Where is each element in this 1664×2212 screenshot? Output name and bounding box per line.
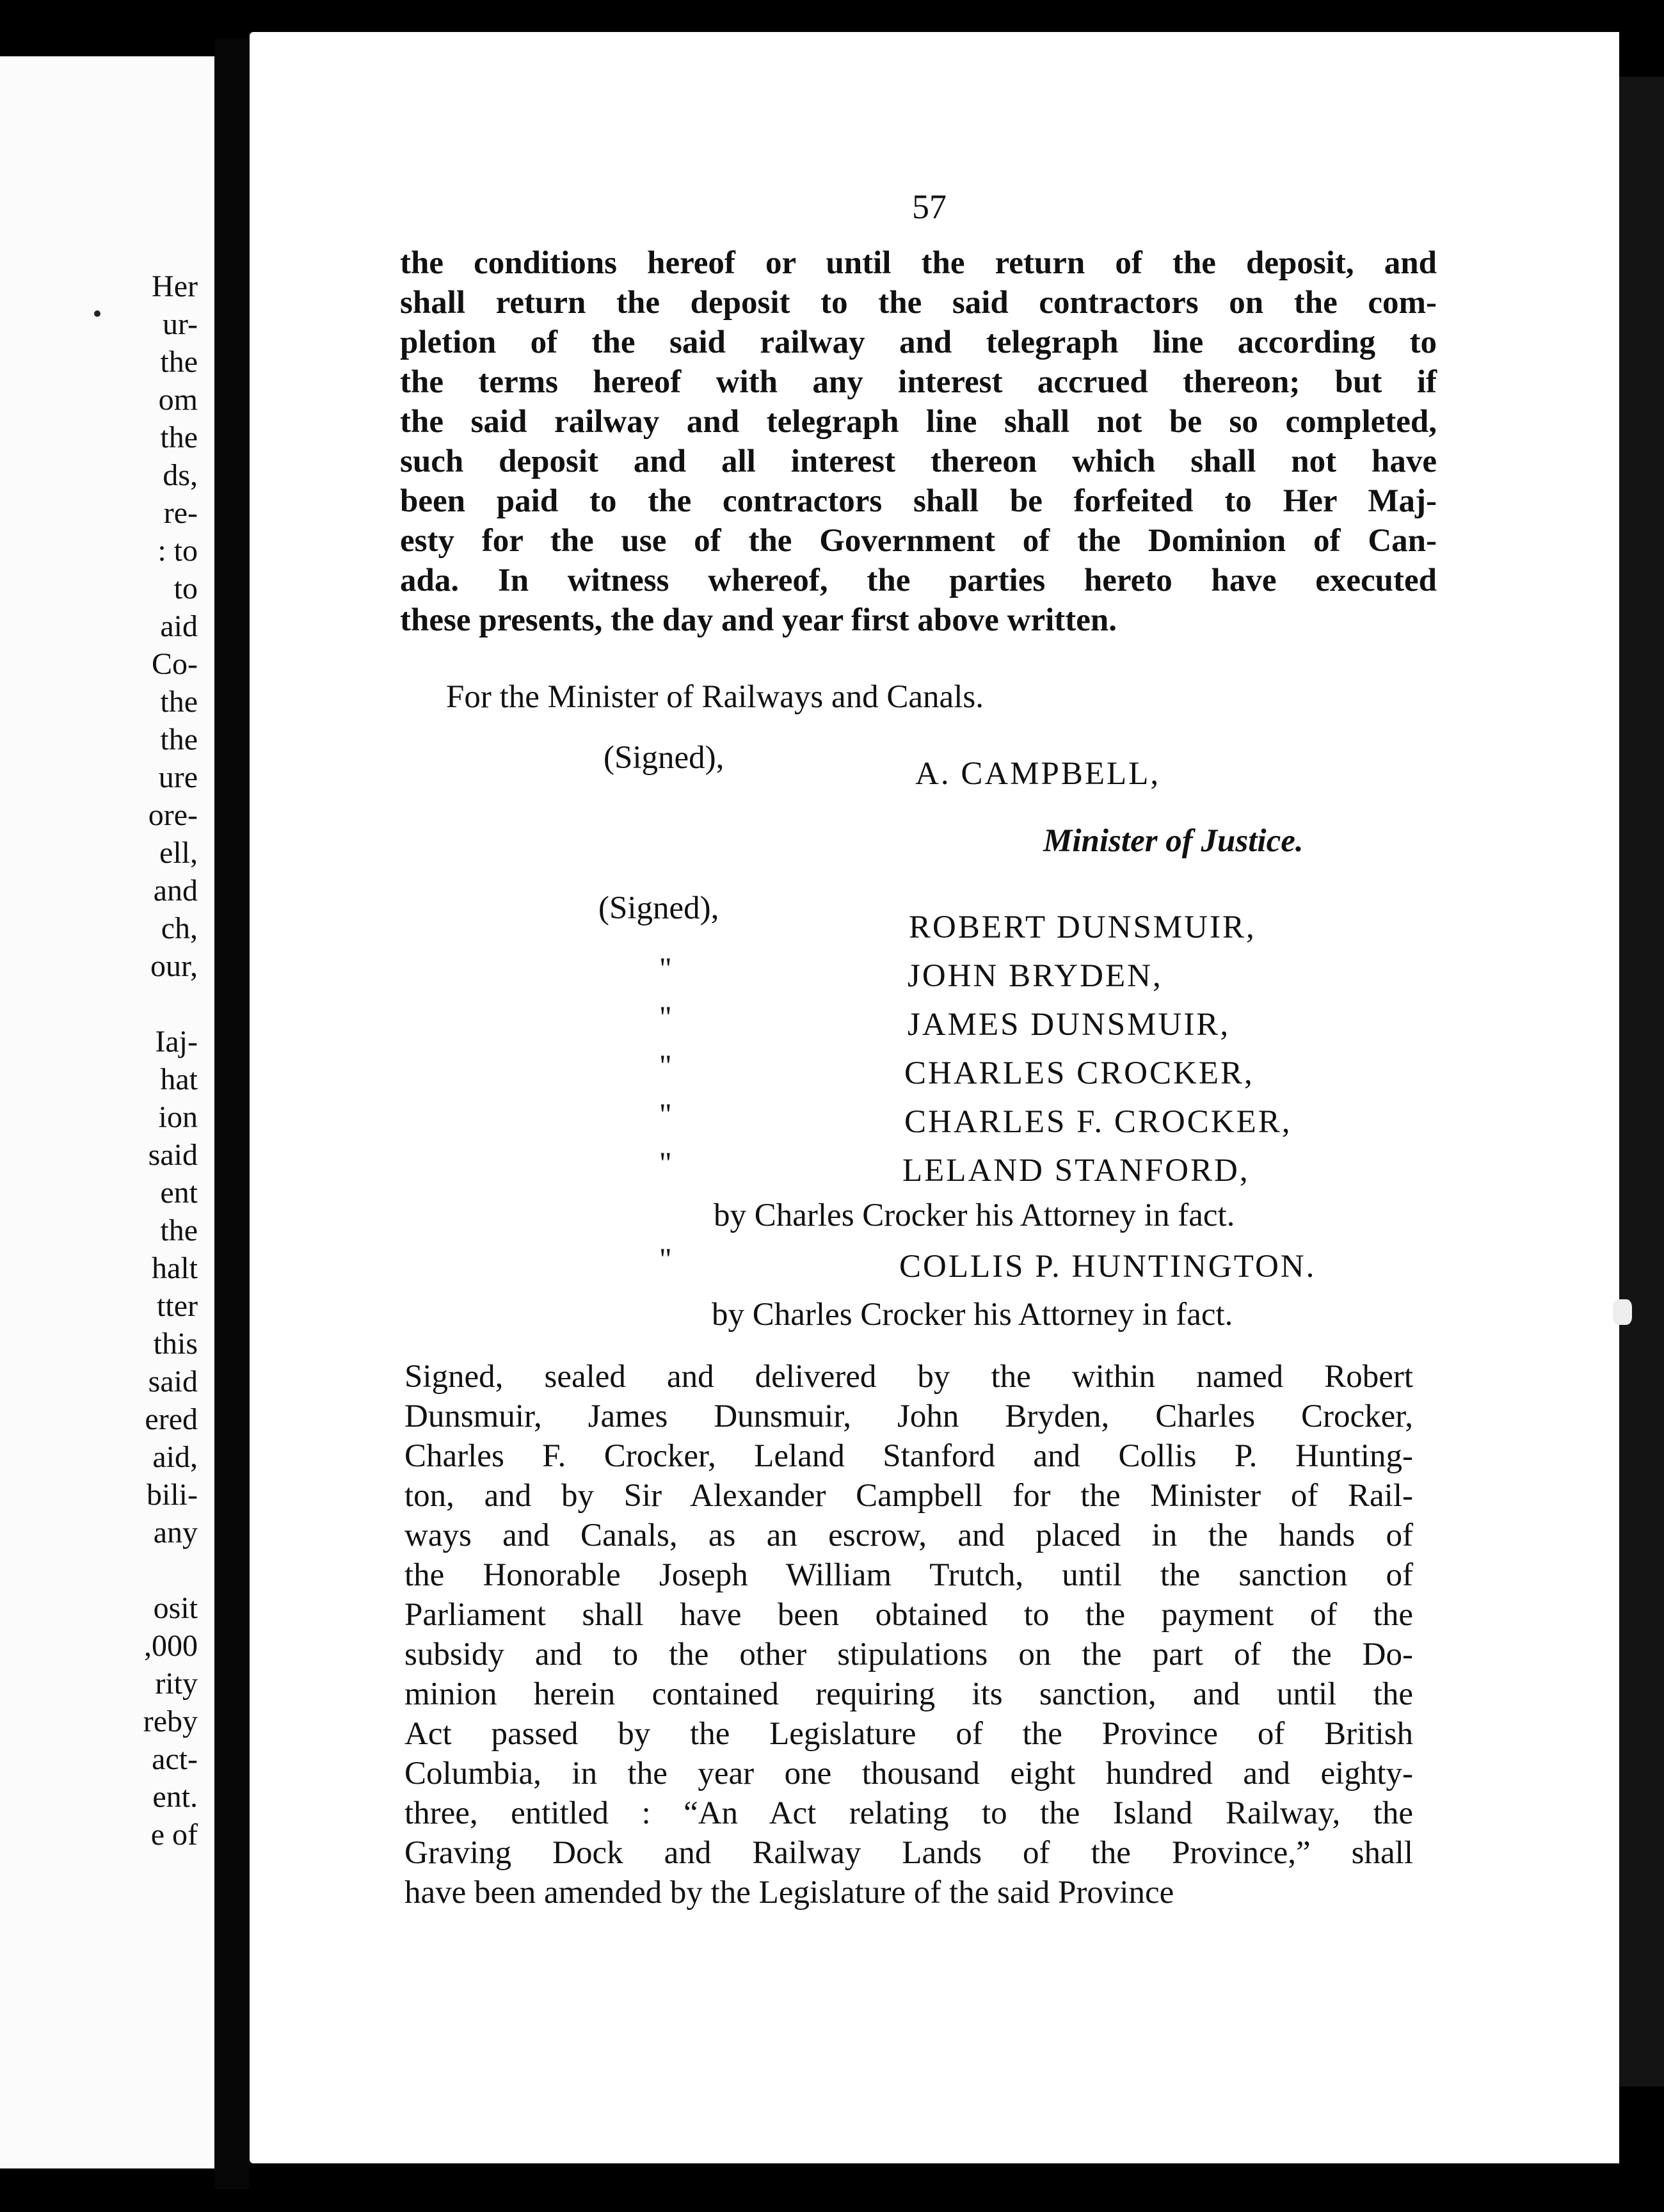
text-line: these presents, the day and year first above written. bbox=[400, 602, 1117, 638]
text-line: pletion of the said railway and telegraph line according to bbox=[400, 325, 1437, 360]
signatory-name: CHARLES F. CROCKER, bbox=[904, 1104, 1292, 1140]
left-page-fragment: re- bbox=[163, 496, 198, 530]
left-page-fragment: rity bbox=[155, 1667, 198, 1701]
left-page-fragment: any bbox=[153, 1516, 198, 1550]
left-page-fragment: aid, bbox=[152, 1440, 198, 1474]
text-line: subsidy and to the other stipulations on the part of the Do- bbox=[404, 1637, 1413, 1672]
left-page-fragment: said bbox=[148, 1365, 198, 1399]
text-line: have been amended by the Legislature of the said Province bbox=[404, 1875, 1174, 1911]
left-page-fragment: the bbox=[160, 1214, 198, 1247]
left-page-fragment: the bbox=[160, 685, 198, 719]
text-line: the terms hereof with any interest accrued thereon; but if bbox=[400, 364, 1437, 400]
text-line: the conditions hereof or until the return of the deposit, and bbox=[400, 245, 1437, 281]
left-page-fragment: ered bbox=[145, 1402, 198, 1436]
text-line: ways and Canals, as an escrow, and placed in the hands of bbox=[404, 1518, 1413, 1553]
ditto-mark: " bbox=[659, 1242, 672, 1276]
scan-speck bbox=[1613, 1299, 1632, 1325]
paragraph-signed-sealed bbox=[404, 1357, 1413, 1912]
left-page-fragment: the bbox=[160, 345, 198, 379]
minister-name: A. CAMPBELL, bbox=[915, 756, 1161, 792]
left-page-fragment: ell, bbox=[159, 836, 198, 870]
left-page-fragment bbox=[6, 1551, 198, 1589]
left-page-fragment: to bbox=[173, 572, 198, 605]
left-page-fragment: ds, bbox=[163, 458, 198, 492]
signatory-name: JAMES DUNSMUIR, bbox=[908, 1007, 1231, 1043]
left-page-fragment: said bbox=[148, 1138, 198, 1172]
left-page-fragment: : to bbox=[157, 534, 198, 568]
text-line: esty for the use of the Government of the Dominion of Can- bbox=[400, 523, 1437, 559]
left-page-fragment: ch, bbox=[161, 911, 198, 945]
for-minister-line: For the Minister of Railways and Canals. bbox=[446, 679, 984, 715]
left-page-fragment: ent bbox=[160, 1176, 198, 1210]
book-gutter bbox=[214, 38, 250, 2189]
ditto-mark: " bbox=[659, 1098, 672, 1132]
left-page-fragment: e of bbox=[150, 1818, 198, 1852]
left-page-fragment: reby bbox=[143, 1704, 198, 1738]
text-line: Dunsmuir, James Dunsmuir, John Bryden, Charles Crocker, bbox=[404, 1399, 1413, 1434]
left-page-fragment bbox=[6, 985, 198, 1023]
left-page-fragment: ure bbox=[158, 760, 198, 794]
left-page-fragment: the bbox=[160, 421, 198, 454]
paragraph-contract-terms bbox=[400, 243, 1437, 640]
left-page-fragment: halt bbox=[152, 1251, 198, 1285]
text-line: Parliament shall have been obtained to the payment of the bbox=[404, 1597, 1413, 1633]
ditto-mark: " bbox=[659, 952, 672, 986]
left-page-text-fragments bbox=[6, 268, 198, 1854]
text-line: Signed, sealed and delivered by the within named Robert bbox=[404, 1359, 1413, 1395]
left-page-fragment: ,000 bbox=[144, 1629, 198, 1663]
left-page-fragment: this bbox=[153, 1327, 198, 1361]
left-page-fragment: osit bbox=[153, 1591, 198, 1625]
ditto-mark: " bbox=[659, 1146, 672, 1180]
signatory-name: JOHN BRYDEN, bbox=[908, 958, 1163, 994]
text-line: the Honorable Joseph William Trutch, until the sanction of bbox=[404, 1557, 1413, 1593]
left-page-fragment: ore- bbox=[148, 798, 198, 832]
left-page-fragment: the bbox=[160, 723, 198, 757]
text-line: the said railway and telegraph line shall not be so completed, bbox=[400, 404, 1437, 440]
left-page-fragment: bili- bbox=[147, 1478, 198, 1512]
ditto-mark: " bbox=[659, 1049, 672, 1083]
page-edge-shadow bbox=[1619, 77, 1664, 2087]
text-line: such deposit and all interest thereon which shall not have bbox=[400, 444, 1437, 479]
left-page-fragment: ent. bbox=[152, 1780, 198, 1814]
signatory-name: LELAND STANFORD, bbox=[902, 1153, 1250, 1189]
left-page-fragment: Iaj- bbox=[155, 1025, 198, 1059]
attorney-line: by Charles Crocker his Attorney in fact. bbox=[714, 1198, 1235, 1233]
text-line: three, entitled : “An Act relating to the Island Railway, the bbox=[404, 1795, 1413, 1831]
text-line: ada. In witness whereof, the parties hereto have executed bbox=[400, 563, 1437, 598]
minister-title: Minister of Justice. bbox=[1043, 823, 1304, 859]
left-page-fragment: act- bbox=[152, 1742, 198, 1776]
left-page-fragment: Her bbox=[152, 269, 198, 303]
left-page-fragment: our, bbox=[150, 949, 198, 983]
left-page-fragment: and bbox=[153, 874, 198, 908]
text-line: minion herein contained requiring its sanction, and until the bbox=[404, 1676, 1413, 1712]
page-number: 57 bbox=[912, 188, 947, 226]
text-line: Act passed by the Legislature of the Province of British bbox=[404, 1716, 1413, 1752]
left-page-fragment: aid bbox=[160, 609, 198, 643]
text-line: ton, and by Sir Alexander Campbell for the Minister of Rail- bbox=[404, 1478, 1413, 1514]
text-line: Graving Dock and Railway Lands of the Province,” shall bbox=[404, 1835, 1413, 1871]
signatory-name: CHARLES CROCKER, bbox=[904, 1055, 1254, 1091]
signatory-name: ROBERT DUNSMUIR, bbox=[909, 910, 1256, 945]
text-line: Charles F. Crocker, Leland Stanford and Collis P. Hunting- bbox=[404, 1438, 1413, 1474]
text-line: Columbia, in the year one thousand eight hundred and eighty- bbox=[404, 1756, 1413, 1791]
signed-label-minister: (Signed), bbox=[604, 740, 724, 776]
left-page-fragment: tter bbox=[157, 1289, 198, 1323]
left-page-fragment: Co- bbox=[152, 647, 198, 681]
scan-speck bbox=[94, 310, 100, 317]
text-line: been paid to the contractors shall be forfeited to Her Maj- bbox=[400, 483, 1437, 519]
attorney-line: by Charles Crocker his Attorney in fact. bbox=[712, 1297, 1233, 1333]
left-page-fragment: ion bbox=[158, 1100, 198, 1134]
text-line: shall return the deposit to the said contractors on the com- bbox=[400, 285, 1437, 321]
left-facing-page bbox=[0, 56, 214, 2168]
ditto-mark: " bbox=[659, 1000, 672, 1034]
signatory-name: COLLIS P. HUNTINGTON. bbox=[899, 1249, 1316, 1285]
signed-label-contractors: (Signed), bbox=[598, 890, 719, 926]
left-page-fragment: om bbox=[158, 383, 198, 417]
left-page-fragment: hat bbox=[160, 1062, 198, 1096]
left-page-fragment: ur- bbox=[162, 307, 198, 341]
